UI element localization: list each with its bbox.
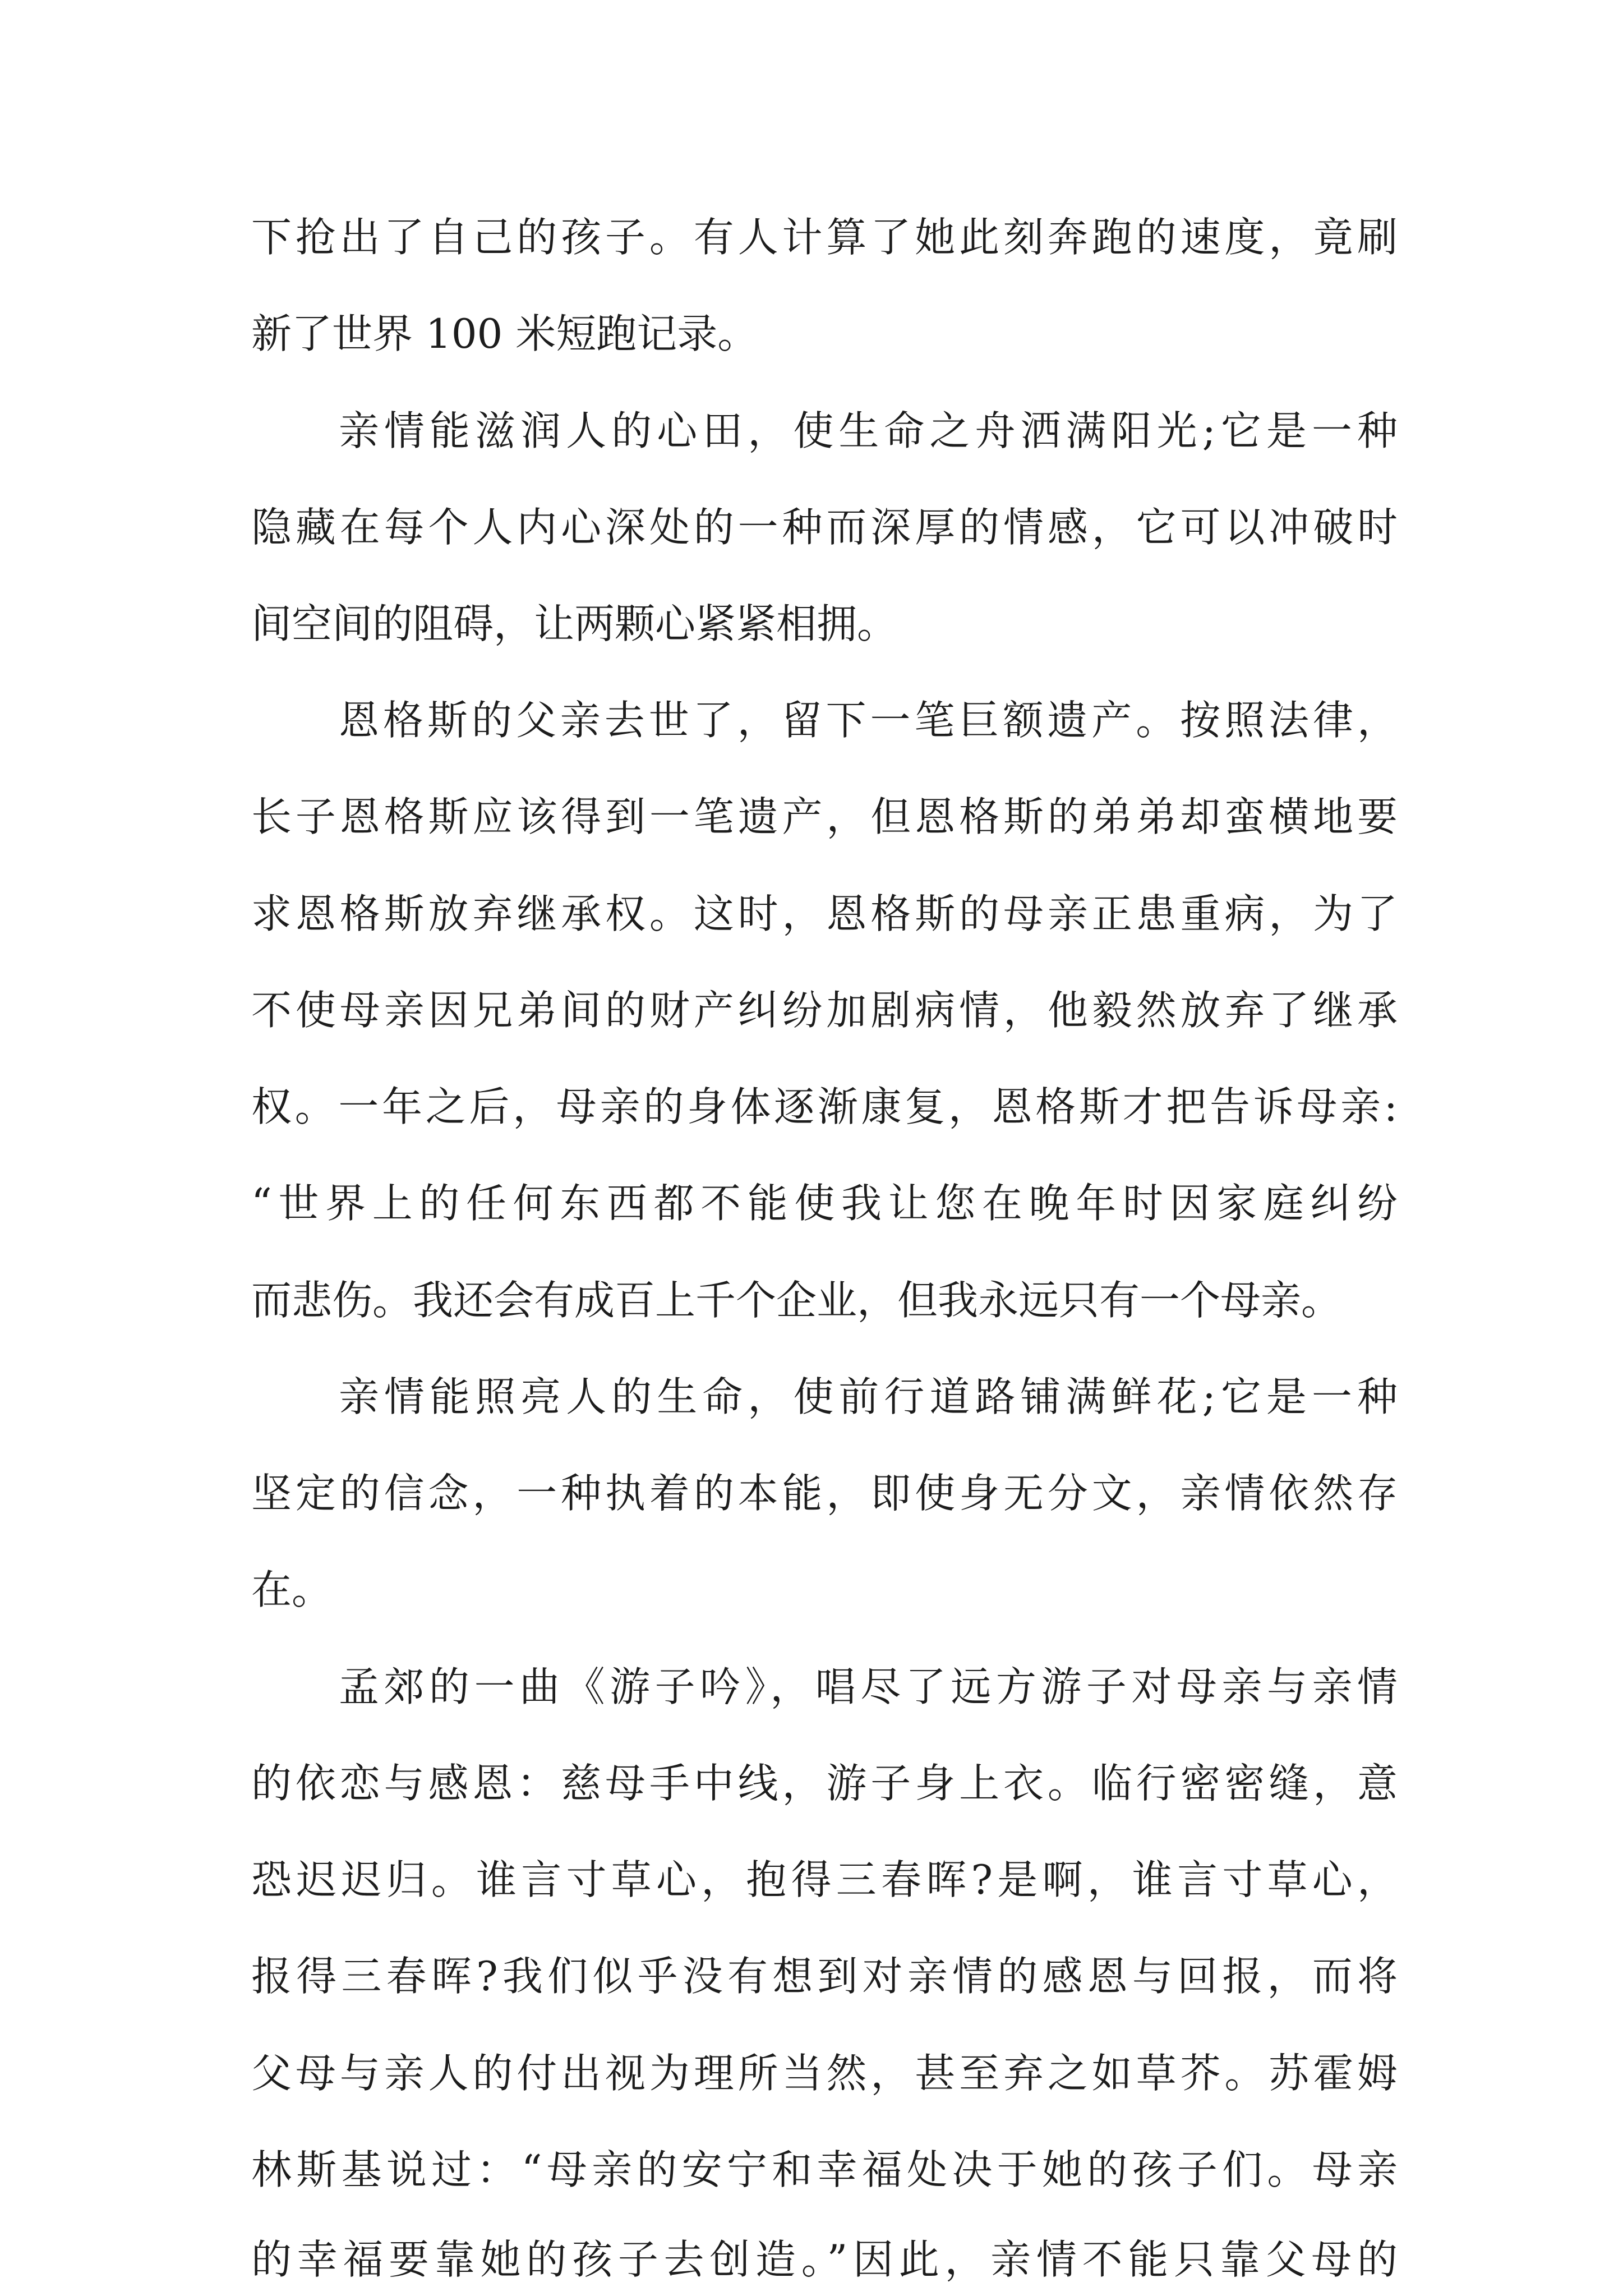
text-line: 林斯基说过：“母亲的安宁和幸福处决于她的孩子们。母亲	[251, 2146, 1398, 2193]
text-line: 亲情能照亮人的生命，使前行道路铺满鲜花;它是一种	[339, 1373, 1398, 1420]
text-line: 隐藏在每个人内心深处的一种而深厚的情感，它可以冲破时	[251, 504, 1398, 551]
text-line: 间空间的阻碍，让两颗心紧紧相拥。	[251, 600, 898, 647]
text-line: 亲情能滋润人的心田，使生命之舟洒满阳光;它是一种	[339, 407, 1398, 454]
text-line: 孟郊的一曲《游子吟》，唱尽了远方游子对母亲与亲情	[339, 1663, 1398, 1710]
text-line: 恐迟迟归。谁言寸草心，抱得三春晖?是啊，谁言寸草心，	[251, 1856, 1398, 1903]
text-line: 求恩格斯放弃继承权。这时，恩格斯的母亲正患重病，为了	[251, 890, 1398, 937]
text-line: 不使母亲因兄弟间的财产纠纷加剧病情，他毅然放弃了继承	[251, 987, 1398, 1034]
text-line: 新了世界 100 米短跑记录。	[251, 310, 758, 357]
text-line: 父母与亲人的付出视为理所当然，甚至弃之如草芥。苏霍姆	[251, 2050, 1398, 2097]
text-line: 报得三春晖?我们似乎没有想到对亲情的感恩与回报，而将	[251, 1953, 1398, 2000]
text-line: 坚定的信念，一种执着的本能，即使身无分文，亲情依然存	[251, 1470, 1398, 1517]
text-line: 的依恋与感恩：慈母手中线，游子身上衣。临行密密缝，意	[251, 1760, 1398, 1807]
text-line: 在。	[251, 1566, 333, 1613]
text-line: 长子恩格斯应该得到一笔遗产，但恩格斯的弟弟却蛮横地要	[251, 793, 1398, 840]
text-line: 下抢出了自己的孩子。有人计算了她此刻奔跑的速度，竟刷	[251, 214, 1398, 261]
text-line: 的幸福要靠她的孩子去创造。”因此，亲情不能只靠父母的	[251, 2236, 1398, 2283]
text-line: 恩格斯的父亲去世了，留下一笔巨额遗产。按照法律，	[339, 697, 1398, 744]
text-line: 而悲伤。我还会有成百上千个企业，但我永远只有一个母亲。	[251, 1277, 1342, 1324]
text-line: “世界上的任何东西都不能使我让您在晚年时因家庭纠纷	[251, 1180, 1398, 1227]
text-line: 权。一年之后，母亲的身体逐渐康复，恩格斯才把告诉母亲:	[251, 1083, 1398, 1130]
